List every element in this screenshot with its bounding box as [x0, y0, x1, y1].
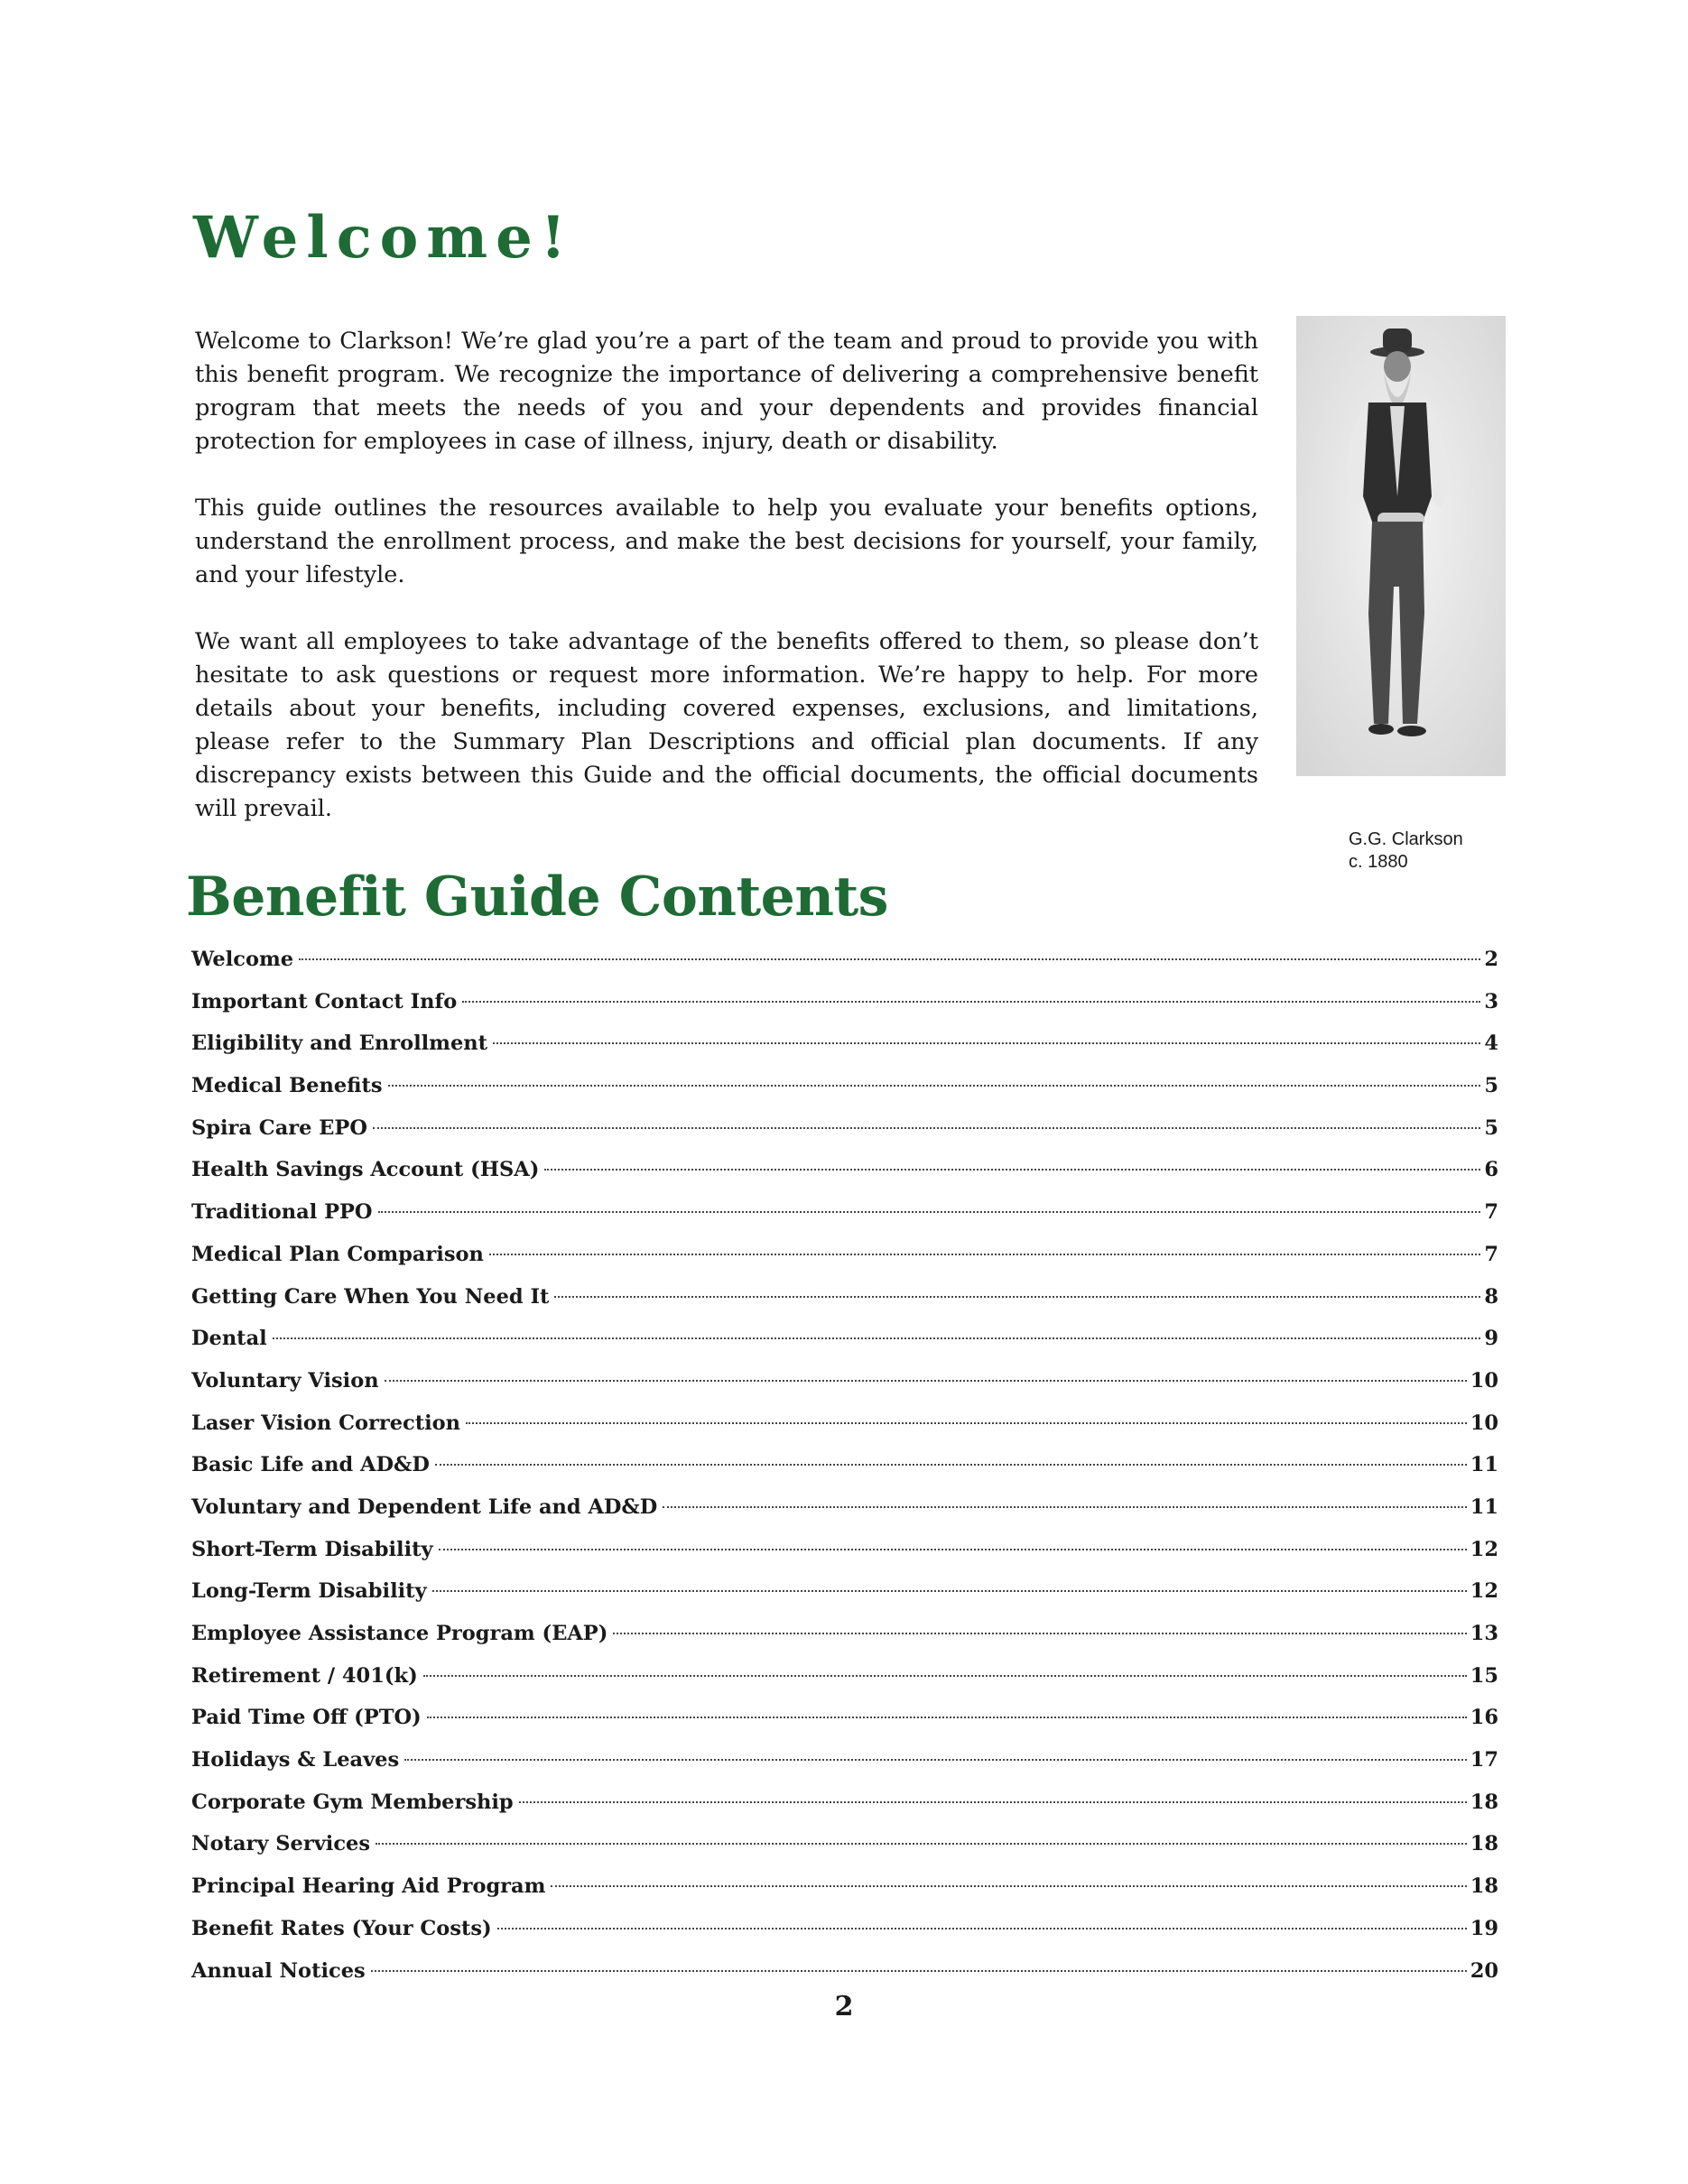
toc-dot-leader: [613, 1633, 1466, 1634]
caption-date: c. 1880: [1349, 852, 1408, 872]
toc-entry[interactable]: [191, 990, 1498, 1032]
toc-entry[interactable]: [191, 1369, 1498, 1411]
toc-entry-title: Eligibility and Enrollment: [191, 1032, 488, 1056]
toc-dot-leader: [378, 1211, 1481, 1213]
toc-entry-title: Medical Benefits: [191, 1074, 383, 1098]
toc-entry-title: Notary Services: [191, 1832, 371, 1856]
toc-entry-title: Traditional PPO: [191, 1200, 373, 1225]
toc-entry[interactable]: [191, 1285, 1498, 1328]
toc-entry[interactable]: [191, 1243, 1498, 1285]
toc-entry-title: Medical Plan Comparison: [191, 1242, 484, 1266]
toc-entry-title: Benefit Rates (Your Costs): [191, 1916, 492, 1940]
toc-entry-page: 17: [1470, 1748, 1498, 1772]
toc-dot-leader: [385, 1380, 1467, 1382]
toc-entry[interactable]: [191, 1453, 1498, 1495]
toc-entry-title: Short-Term Disability: [191, 1537, 433, 1561]
toc-entry[interactable]: [191, 1411, 1498, 1454]
toc-dot-leader: [273, 1337, 1481, 1339]
toc-dot-leader: [371, 1970, 1467, 1972]
toc-entry[interactable]: [191, 1116, 1498, 1159]
toc-entry-title: Corporate Gym Membership: [191, 1790, 514, 1814]
toc-entry-page: 2: [1484, 948, 1498, 971]
toc-entry-title: Dental: [191, 1327, 267, 1351]
toc-entry-title: Paid Time Off (PTO): [191, 1706, 422, 1730]
toc-entry[interactable]: [191, 1327, 1498, 1369]
toc-dot-leader: [439, 1549, 1467, 1550]
toc-entry-page: 7: [1484, 1242, 1498, 1266]
toc-entry[interactable]: [191, 1874, 1498, 1917]
toc-entry[interactable]: [191, 1495, 1498, 1538]
toc-entry-page: 3: [1484, 989, 1498, 1013]
toc-entry-title: Welcome: [191, 948, 294, 971]
toc-entry-page: 9: [1484, 1327, 1498, 1351]
intro-paragraph: This guide outlines the resources available to help you evaluate your benefits options, understand the enrollment process, and make the best decisions for yourself, your family, and your lifestyle.: [195, 495, 1258, 588]
welcome-intro: [195, 325, 1258, 859]
toc-dot-leader: [462, 1001, 1480, 1003]
toc-dot-leader: [427, 1717, 1467, 1718]
toc-entry-page: 8: [1484, 1284, 1498, 1309]
toc-dot-leader: [435, 1464, 1467, 1466]
toc-entry-title: Retirement / 401(k): [191, 1663, 418, 1688]
toc-entry[interactable]: [191, 1706, 1498, 1748]
toc-dot-leader: [493, 1042, 1480, 1044]
toc-entry[interactable]: [191, 1200, 1498, 1243]
toc-entry-page: 5: [1484, 1074, 1498, 1098]
toc-entry-page: 4: [1484, 1032, 1498, 1056]
toc-entry-title: Spira Care EPO: [191, 1115, 367, 1140]
toc-entry[interactable]: [191, 1917, 1498, 1959]
toc-entry-title: Principal Hearing Aid Program: [191, 1874, 546, 1899]
toc-dot-leader: [423, 1675, 1467, 1677]
toc-entry[interactable]: [191, 1074, 1498, 1116]
toc-entry-page: 20: [1470, 1958, 1498, 1983]
toc-dot-leader: [497, 1928, 1467, 1930]
toc-dot-leader: [544, 1169, 1480, 1171]
toc-dot-leader: [551, 1885, 1466, 1887]
toc-entry-page: 16: [1470, 1706, 1498, 1730]
welcome-heading: Welcome!: [193, 204, 574, 272]
toc-dot-leader: [432, 1590, 1467, 1592]
toc-entry-title: Long-Term Disability: [191, 1579, 427, 1604]
toc-entry-page: 18: [1470, 1832, 1498, 1856]
toc-entry-page: 12: [1470, 1537, 1498, 1561]
toc-entry-title: Important Contact Info: [191, 989, 458, 1013]
toc-entry-title: Health Savings Account (HSA): [191, 1158, 540, 1182]
caption-name: G.G. Clarkson: [1349, 829, 1463, 849]
toc-entry-page: 10: [1470, 1368, 1498, 1393]
toc-entry-page: 6: [1484, 1158, 1498, 1182]
toc-entry[interactable]: [191, 1579, 1498, 1622]
toc-dot-leader: [299, 958, 1480, 960]
toc-entry-page: 7: [1484, 1200, 1498, 1225]
toc-dot-leader: [373, 1127, 1480, 1129]
toc-entry-page: 11: [1470, 1495, 1498, 1519]
toc-dot-leader: [376, 1843, 1467, 1845]
intro-paragraph: We want all employees to take advantage of the benefits offered to them, so please don’t hesitate to ask questions or request more information. We’re happy to help. For more details about your benefits, including covered expenses, exclusions, and limitations, please refer to the Summary Plan Descriptions and official plan documents. If any discrepancy exists between this Guide and the official documents, the official documents will prevail.: [195, 628, 1258, 822]
toc-entry-title: Voluntary Vision: [191, 1368, 379, 1393]
toc-entry-page: 12: [1470, 1579, 1498, 1604]
toc-dot-leader: [466, 1422, 1467, 1424]
toc-dot-leader: [489, 1254, 1480, 1255]
toc-entry-title: Voluntary and Dependent Life and AD&D: [191, 1495, 658, 1519]
toc-dot-leader: [663, 1506, 1466, 1508]
toc-entry-page: 18: [1470, 1874, 1498, 1899]
photo-caption: [1349, 828, 1463, 874]
toc-entry-page: 19: [1470, 1916, 1498, 1940]
toc-entry-page: 11: [1470, 1453, 1498, 1477]
contents-heading: Benefit Guide Contents: [186, 865, 888, 929]
toc-entry-page: 5: [1484, 1115, 1498, 1140]
toc-entry-title: Getting Care When You Need It: [191, 1284, 550, 1309]
toc-entry-page: 10: [1470, 1411, 1498, 1435]
toc-entry-page: 13: [1470, 1622, 1498, 1645]
toc-entry-page: 18: [1470, 1790, 1498, 1814]
toc-entry-title: Laser Vision Correction: [191, 1411, 461, 1435]
toc-entry[interactable]: [191, 1032, 1498, 1074]
founder-photo-illustration: [1296, 316, 1506, 776]
toc-entry[interactable]: [191, 1748, 1498, 1791]
toc-entry-title: Holidays & Leaves: [191, 1748, 400, 1772]
toc-dot-leader: [388, 1085, 1481, 1087]
toc-entry-title: Employee Assistance Program (EAP): [191, 1622, 608, 1645]
table-of-contents: [191, 948, 1498, 2001]
toc-entry-page: 15: [1470, 1663, 1498, 1688]
toc-dot-leader: [519, 1801, 1467, 1803]
intro-paragraph: Welcome to Clarkson! We’re glad you’re a part of the team and proud to provide you with this benefit program. We recognize the importance of delivering a comprehensive benefit program that meets the needs of you and your dependents and provides financial protection for employees in case of illness, injury, death or disability.: [195, 328, 1258, 455]
toc-entry-title: Annual Notices: [191, 1958, 366, 1983]
founder-photo: [1296, 316, 1506, 776]
toc-entry[interactable]: [191, 1622, 1498, 1664]
toc-entry[interactable]: [191, 1158, 1498, 1200]
page-number: 2: [834, 1991, 854, 2022]
toc-dot-leader: [554, 1296, 1480, 1298]
toc-entry[interactable]: [191, 1832, 1498, 1874]
toc-entry-title: Basic Life and AD&D: [191, 1453, 430, 1477]
toc-entry[interactable]: [191, 948, 1498, 990]
toc-entry[interactable]: [191, 1791, 1498, 1833]
toc-entry[interactable]: [191, 1664, 1498, 1707]
toc-entry[interactable]: [191, 1538, 1498, 1580]
toc-dot-leader: [404, 1759, 1467, 1761]
